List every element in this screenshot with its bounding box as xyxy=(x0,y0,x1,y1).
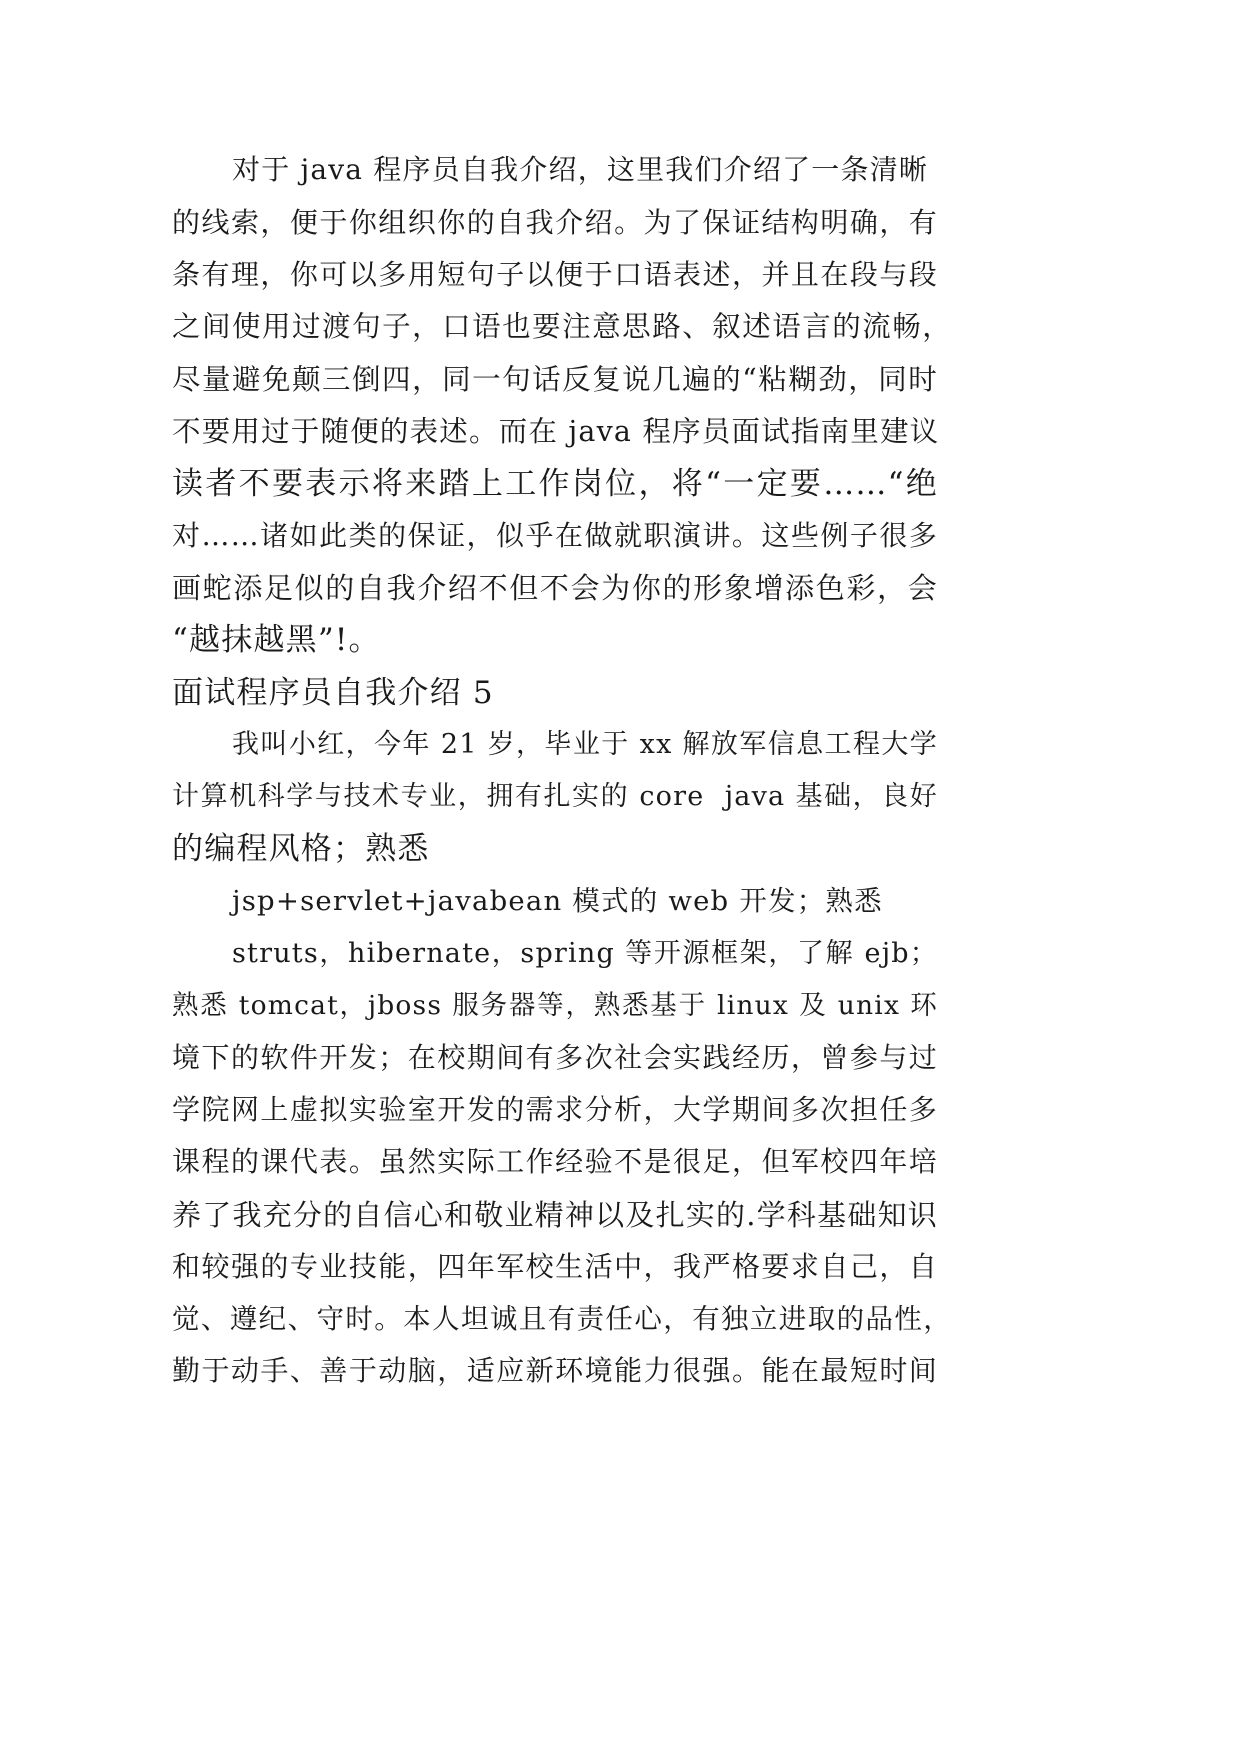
paragraph-line: 对……诸如此类的保证，似乎在做就职演讲。这些例子很多 xyxy=(172,519,938,552)
paragraph-line: struts，hibernate，spring 等开源框架，了解 ejb； xyxy=(232,938,938,969)
paragraph-line: 尽量避免颠三倒四，同一句话反复说几遍的“粘糊劲，同时 xyxy=(172,363,938,396)
paragraph-line: 学院网上虚拟实验室开发的需求分析，大学期间多次担任多 xyxy=(172,1093,938,1126)
paragraph-line: 我叫小红，今年 21 岁，毕业于 xx 解放军信息工程大学 xyxy=(232,729,938,760)
paragraph-line: 课程的课代表。虽然实际工作经验不是很足，但军校四年培 xyxy=(172,1145,938,1178)
paragraph-line: 读者不要表示将来踏上工作岗位，将“一定要……“绝 xyxy=(172,466,938,502)
paragraph-line: 不要用过于随便的表述。而在 java 程序员面试指南里建议 xyxy=(172,415,940,448)
paragraph-line: 勤于动手、善于动脑，适应新环境能力很强。能在最短时间 xyxy=(172,1354,938,1387)
paragraph-line: 的编程风格；熟悉 xyxy=(172,831,430,867)
paragraph-line: 养了我充分的自信心和敬业精神以及扎实的.学科基础知识 xyxy=(172,1198,938,1232)
paragraph-line: 觉、遵纪、守时。本人坦诚且有责任心，有独立进取的品性， xyxy=(172,1303,952,1335)
paragraph-line: “越抹越黑”!。 xyxy=(172,622,381,658)
paragraph-line: 画蛇添足似的自我介绍不但不会为你的形象增添色彩，会 xyxy=(172,571,938,605)
paragraph-line: 计算机科学与技术专业，拥有扎实的 core java 基础，良好 xyxy=(172,781,938,812)
paragraph-line: 熟悉 tomcat，jboss 服务器等，熟悉基于 linux 及 unix 环 xyxy=(172,990,938,1021)
paragraph-line: 对于 java 程序员自我介绍，这里我们介绍了一条清晰 xyxy=(232,153,929,186)
paragraph-line: 境下的软件开发；在校期间有多次社会实践经历，曾参与过 xyxy=(172,1041,938,1074)
section-heading: 面试程序员自我介绍 5 xyxy=(172,675,494,711)
paragraph-line: 条有理，你可以多用短句子以便于口语表述，并且在段与段 xyxy=(172,258,938,291)
paragraph-line: jsp+servlet+javabean 模式的 web 开发；熟悉 xyxy=(232,885,883,917)
paragraph-line: 和较强的专业技能，四年军校生活中，我严格要求自己，自 xyxy=(172,1250,938,1283)
paragraph-line: 之间使用过渡句子，口语也要注意思路、叙述语言的流畅， xyxy=(172,310,952,343)
paragraph-line: 的线索，便于你组织你的自我介绍。为了保证结构明确，有 xyxy=(172,206,938,239)
